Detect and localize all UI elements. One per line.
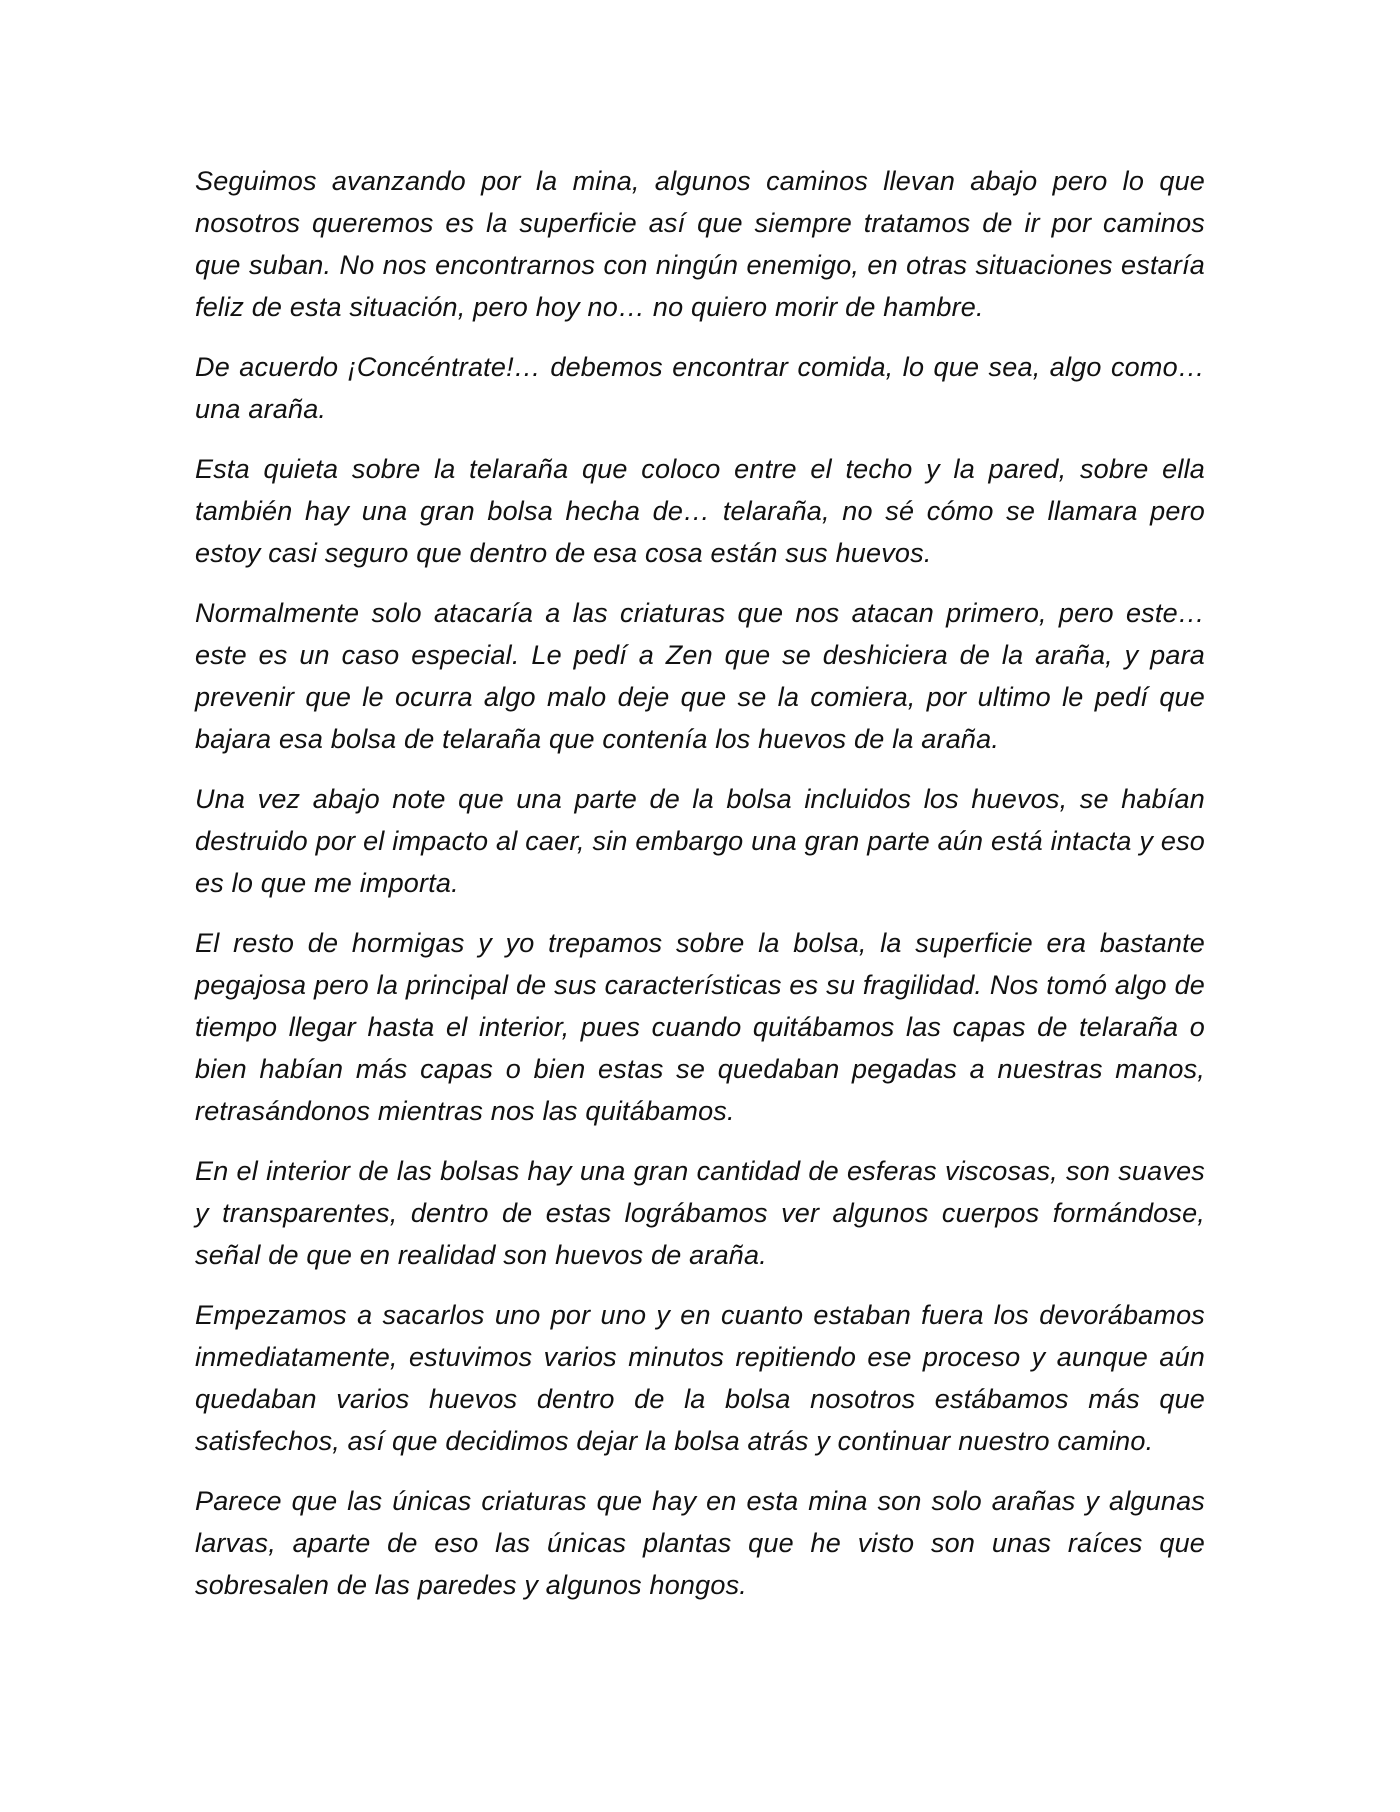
paragraph-8: Empezamos a sacarlos uno por uno y en cuanto estaban fuera los devorábamos inmediatamente, estuvimos varios minutos repitiendo ese proceso y aunque aún quedaban varios huevos dentro de la bolsa nosotros estábamos más que satisfechos, así que decidimos dejar la bolsa atrás y continuar nuestro camino. [195, 1300, 1205, 1456]
paragraph-4: Normalmente solo atacaría a las criaturas que nos atacan primero, pero este… este es un caso especial. Le pedí a Zen que se deshiciera de la araña, y para prevenir que le ocurra algo malo deje que se la comiera, por ultimo le pedí que bajara esa bolsa de telaraña que contenía los huevos de la araña. [195, 598, 1205, 754]
paragraph-7: En el interior de las bolsas hay una gran cantidad de esferas viscosas, son suaves y transparentes, dentro de estas lográbamos ver algunos cuerpos formándose, señal de que en realidad son huevos de araña. [195, 1156, 1205, 1270]
paragraph-9: Parece que las únicas criaturas que hay en esta mina son solo arañas y algunas larvas, aparte de eso las únicas plantas que he visto son unas raíces que sobresalen de las paredes y algunos hongos. [195, 1486, 1205, 1600]
paragraph-1: Seguimos avanzando por la mina, algunos caminos llevan abajo pero lo que nosotros queremos es la superficie así que siempre tratamos de ir por caminos que suban. No nos encontrarnos con ningún enemigo, en otras situaciones estaría feliz de esta situación, pero hoy no… no quiero morir de hambre. [195, 166, 1205, 322]
document-body [195, 160, 1205, 1624]
paragraph-2: De acuerdo ¡Concéntrate!… debemos encontrar comida, lo que sea, algo como… una araña. [195, 352, 1205, 424]
paragraph-5: Una vez abajo note que una parte de la bolsa incluidos los huevos, se habían destruido por el impacto al caer, sin embargo una gran parte aún está intacta y eso es lo que me importa. [195, 784, 1205, 898]
paragraph-6: El resto de hormigas y yo trepamos sobre la bolsa, la superficie era bastante pegajosa pero la principal de sus características es su fragilidad. Nos tomó algo de tiempo llegar hasta el interior, pues cuando quitábamos las capas de telaraña o bien habían más capas o bien estas se quedaban pegadas a nuestras manos, retrasándonos mientras nos las quitábamos. [195, 928, 1205, 1126]
paragraph-3: Esta quieta sobre la telaraña que coloco entre el techo y la pared, sobre ella también hay una gran bolsa hecha de… telaraña, no sé cómo se llamara pero estoy casi seguro que dentro de esa cosa están sus huevos. [195, 454, 1205, 568]
